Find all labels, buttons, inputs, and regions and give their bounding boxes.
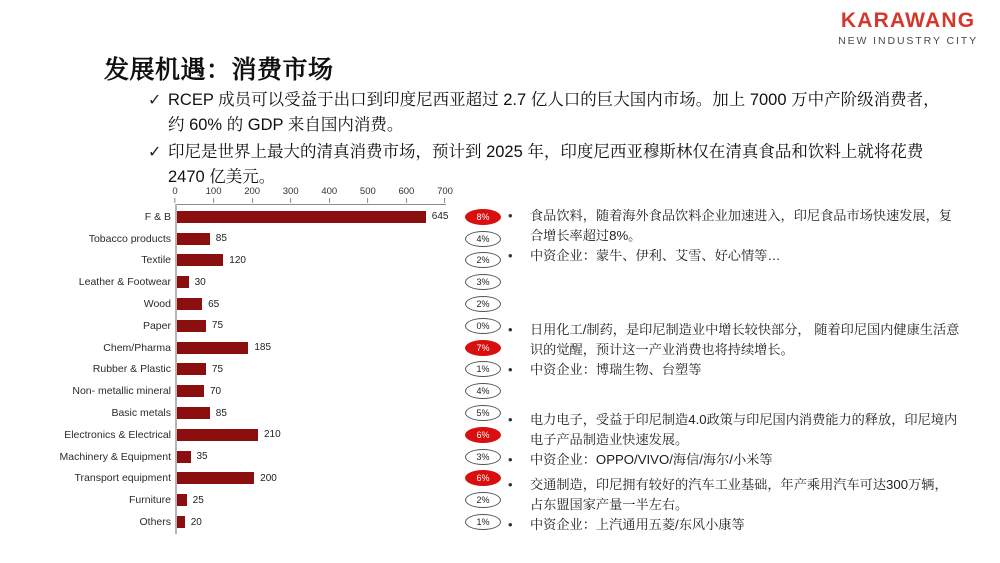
chart-category-label: Wood: [143, 298, 171, 311]
chart-row: [55, 206, 510, 228]
brand-logo-name: KARAWANG: [840, 9, 976, 32]
x-axis-tick-mark: [444, 198, 445, 203]
chart-bar-value: 70: [210, 385, 222, 397]
sector-note-line: [508, 515, 960, 535]
x-axis-tick-label: 500: [360, 186, 376, 203]
chart-bar: [177, 342, 248, 354]
growth-badge: 2%: [465, 296, 501, 312]
sector-note-text: 日用化工/制药，是印尼制造业中增长较快部分， 随着印尼国内健康生活意识的觉醒，预计这一产业消费也将持续增长。: [530, 322, 960, 357]
sector-note-block: [508, 206, 960, 266]
chart-bar-container: [177, 206, 453, 228]
growth-badge-container: [453, 209, 513, 225]
chart-bar: [177, 451, 191, 463]
chart-row: [55, 315, 510, 337]
sector-note-text: 交通制造，印尼拥有较好的汽车工业基础，年产乘用汽车可达300万辆，占东盟国家产量一半左右。: [530, 477, 948, 512]
growth-badge: 7%: [465, 340, 501, 356]
growth-badge-container: [453, 340, 513, 356]
bullet-icon: •: [508, 208, 513, 223]
chart-row: [55, 228, 510, 250]
chart-bar: [177, 385, 204, 397]
x-axis-tick-label: 0: [172, 186, 177, 203]
chart-bar-value: 20: [190, 516, 202, 528]
chart-row: [55, 380, 510, 402]
chart-row: [55, 424, 510, 446]
growth-badge: 4%: [465, 231, 501, 247]
chart-bar-value: 85: [215, 233, 227, 245]
growth-badge-container: [453, 383, 513, 399]
sector-note-line: [508, 450, 960, 470]
chart-category-label: Chem/Pharma: [103, 341, 171, 354]
growth-badge-container: [453, 361, 513, 377]
chart-bar-container: [177, 359, 453, 381]
chart-bar: [177, 276, 189, 288]
bullet-icon: •: [508, 517, 513, 532]
growth-badge: 4%: [465, 383, 501, 399]
check-icon: ✓: [148, 92, 162, 109]
brand-logo: [838, 10, 978, 47]
sector-note-text: 中资企业：蒙牛、伊利、艾雪、好心情等…: [530, 248, 781, 263]
x-axis-tick-mark: [252, 198, 253, 203]
growth-badge-container: [453, 231, 513, 247]
growth-badge-container: [453, 274, 513, 290]
growth-badge-container: [453, 449, 513, 465]
chart-bar-container: [177, 511, 453, 533]
chart-bar-value: 85: [215, 407, 227, 419]
intro-bullet-item: [148, 140, 948, 190]
intro-bullet-text: RCEP 成员可以受益于出口到印度尼西亚超过 2.7 亿人口的巨大国内市场。加上 7000 万中产阶级消费者，约 60% 的 GDP 来自国内消费。: [168, 91, 940, 134]
sector-note-line: [508, 206, 960, 246]
chart-bar-value: 75: [211, 320, 224, 332]
chart-category-label: Transport equipment: [74, 472, 171, 485]
chart-category-label: F & B: [144, 210, 171, 223]
bullet-icon: •: [508, 362, 513, 377]
chart-bar-container: [177, 489, 453, 511]
growth-badge: 0%: [465, 318, 501, 334]
sector-note-text: 中资企业：博瑞生物、台塑等: [530, 362, 702, 377]
x-axis-tick-label: 100: [206, 186, 222, 203]
chart-bar: [177, 407, 210, 419]
bullet-icon: •: [508, 322, 513, 337]
growth-badge: 1%: [465, 514, 501, 530]
chart-bar-container: [177, 380, 453, 402]
bullet-icon: •: [508, 248, 513, 263]
growth-badge-container: [453, 470, 513, 486]
x-axis-tick-label: 400: [321, 186, 337, 203]
chart-bar-value: 25: [192, 494, 204, 506]
growth-badge: 8%: [465, 209, 501, 225]
x-axis-tick-mark: [367, 198, 368, 203]
x-axis-tick-label: 300: [283, 186, 299, 203]
growth-badge: 2%: [465, 492, 501, 508]
chart-bar-value: 200: [260, 472, 277, 484]
chart-row: [55, 446, 510, 468]
chart-bar: [177, 516, 185, 528]
chart-category-label: Tobacco products: [88, 232, 171, 245]
chart-bar-value: 75: [211, 363, 224, 375]
growth-badge: 3%: [465, 274, 501, 290]
x-axis-tick-label: 600: [398, 186, 414, 203]
chart-bar: [177, 211, 426, 223]
chart-bar: [177, 494, 187, 506]
growth-badge-container: [453, 296, 513, 312]
intro-bullet-item: [148, 88, 948, 138]
sector-note-text: 电力电子，受益于印尼制造4.0政策与印尼国内消费能力的释放，印尼境内电子产品制造业快速发展。: [530, 412, 958, 447]
sector-note-text: 食品饮料，随着海外食品饮料企业加速进入，印尼食品市场快速发展，复合增长率超过8%。: [530, 208, 952, 243]
chart-row: [55, 359, 510, 381]
bullet-icon: •: [508, 477, 513, 492]
growth-badge: 6%: [465, 427, 501, 443]
chart-bar: [177, 472, 254, 484]
chart-bar-container: [177, 337, 453, 359]
growth-badge: 1%: [465, 361, 501, 377]
chart-bar: [177, 429, 258, 441]
growth-badge: 6%: [465, 470, 501, 486]
bullet-icon: •: [508, 452, 513, 467]
x-axis-tick-mark: [406, 198, 407, 203]
chart-row: [55, 271, 510, 293]
chart-category-label: Machinery & Equipment: [59, 450, 171, 463]
sector-note-line: [508, 475, 960, 515]
x-axis-tick-mark: [329, 198, 330, 203]
growth-badge-container: [453, 427, 513, 443]
chart-axis-line: [175, 204, 446, 205]
sector-notes: [508, 198, 960, 543]
industry-bar-chart: [55, 186, 510, 541]
chart-bar-value: 30: [194, 276, 206, 288]
chart-x-axis: [172, 186, 453, 206]
chart-bar-value: 120: [229, 254, 246, 266]
chart-bar-value: 35: [196, 451, 208, 463]
chart-bar-container: [177, 424, 453, 446]
sector-note-text: 中资企业：上汽通用五菱/东风小康等: [530, 517, 745, 532]
x-axis-tick-mark: [213, 198, 214, 203]
sector-note-block: [508, 320, 960, 380]
x-axis-tick-label: 200: [244, 186, 260, 203]
chart-bar: [177, 254, 223, 266]
chart-row: [55, 511, 510, 533]
sector-note-line: [508, 410, 960, 450]
intro-bullet-text: 印尼是世界上最大的清真消费市场，预计到 2025 年，印度尼西亚穆斯林仅在清真食品和饮料上就将花费 2470 亿美元。: [168, 143, 924, 186]
growth-badge-container: [453, 318, 513, 334]
chart-bar-container: [177, 271, 453, 293]
chart-category-label: Non- metallic mineral: [72, 385, 171, 398]
growth-badge-container: [453, 252, 513, 268]
sector-note-line: [508, 246, 960, 266]
chart-bar-container: [177, 315, 453, 337]
intro-bullet-list: [148, 88, 948, 192]
chart-category-label: Textile: [141, 254, 171, 267]
chart-bar: [177, 363, 206, 375]
chart-category-label: Others: [139, 516, 171, 529]
chart-bar: [177, 320, 206, 332]
bullet-icon: •: [508, 412, 513, 427]
chart-category-label: Basic metals: [111, 407, 171, 420]
chart-rows: [55, 206, 510, 533]
chart-bar: [177, 298, 202, 310]
x-axis-tick-label: 700: [437, 186, 453, 203]
chart-row: [55, 337, 510, 359]
chart-row: [55, 402, 510, 424]
chart-row: [55, 468, 510, 490]
chart-row: [55, 250, 510, 272]
chart-bar-container: [177, 228, 453, 250]
chart-bar-container: [177, 468, 453, 490]
growth-badge: 5%: [465, 405, 501, 421]
growth-badge-container: [453, 514, 513, 530]
sector-note-block: [508, 410, 960, 470]
chart-category-label: Furniture: [128, 494, 171, 507]
chart-bar-value: 65: [208, 298, 220, 310]
brand-logo-tagline: NEW INDUSTRY CITY: [838, 35, 978, 47]
chart-category-label: Rubber & Plastic: [92, 363, 171, 376]
check-icon: ✓: [148, 144, 162, 161]
chart-row: [55, 293, 510, 315]
chart-row: [55, 489, 510, 511]
growth-badge-container: [453, 405, 513, 421]
sector-note-line: [508, 360, 960, 380]
chart-bar-value: 645: [431, 211, 449, 223]
chart-bar-value: 210: [264, 429, 281, 441]
chart-category-label: Leather & Footwear: [78, 276, 171, 289]
chart-bar-container: [177, 250, 453, 272]
chart-category-label: Paper: [142, 319, 171, 332]
x-axis-tick-mark: [290, 198, 291, 203]
chart-bar-container: [177, 293, 453, 315]
chart-bar-container: [177, 446, 453, 468]
growth-badge: 2%: [465, 252, 501, 268]
chart-bar-container: [177, 402, 453, 424]
sector-note-block: [508, 475, 960, 535]
x-axis-tick-mark: [174, 198, 175, 203]
growth-badge-container: [453, 492, 513, 508]
sector-note-text: 中资企业：OPPO/VIVO/海信/海尔/小米等: [530, 452, 773, 467]
chart-bar: [177, 233, 210, 245]
page-title: 发展机遇：消费市场: [104, 56, 334, 84]
growth-badge: 3%: [465, 449, 501, 465]
chart-category-label: Electronics & Electrical: [64, 428, 171, 441]
chart-bar-value: 185: [254, 342, 272, 354]
sector-note-line: [508, 320, 960, 360]
